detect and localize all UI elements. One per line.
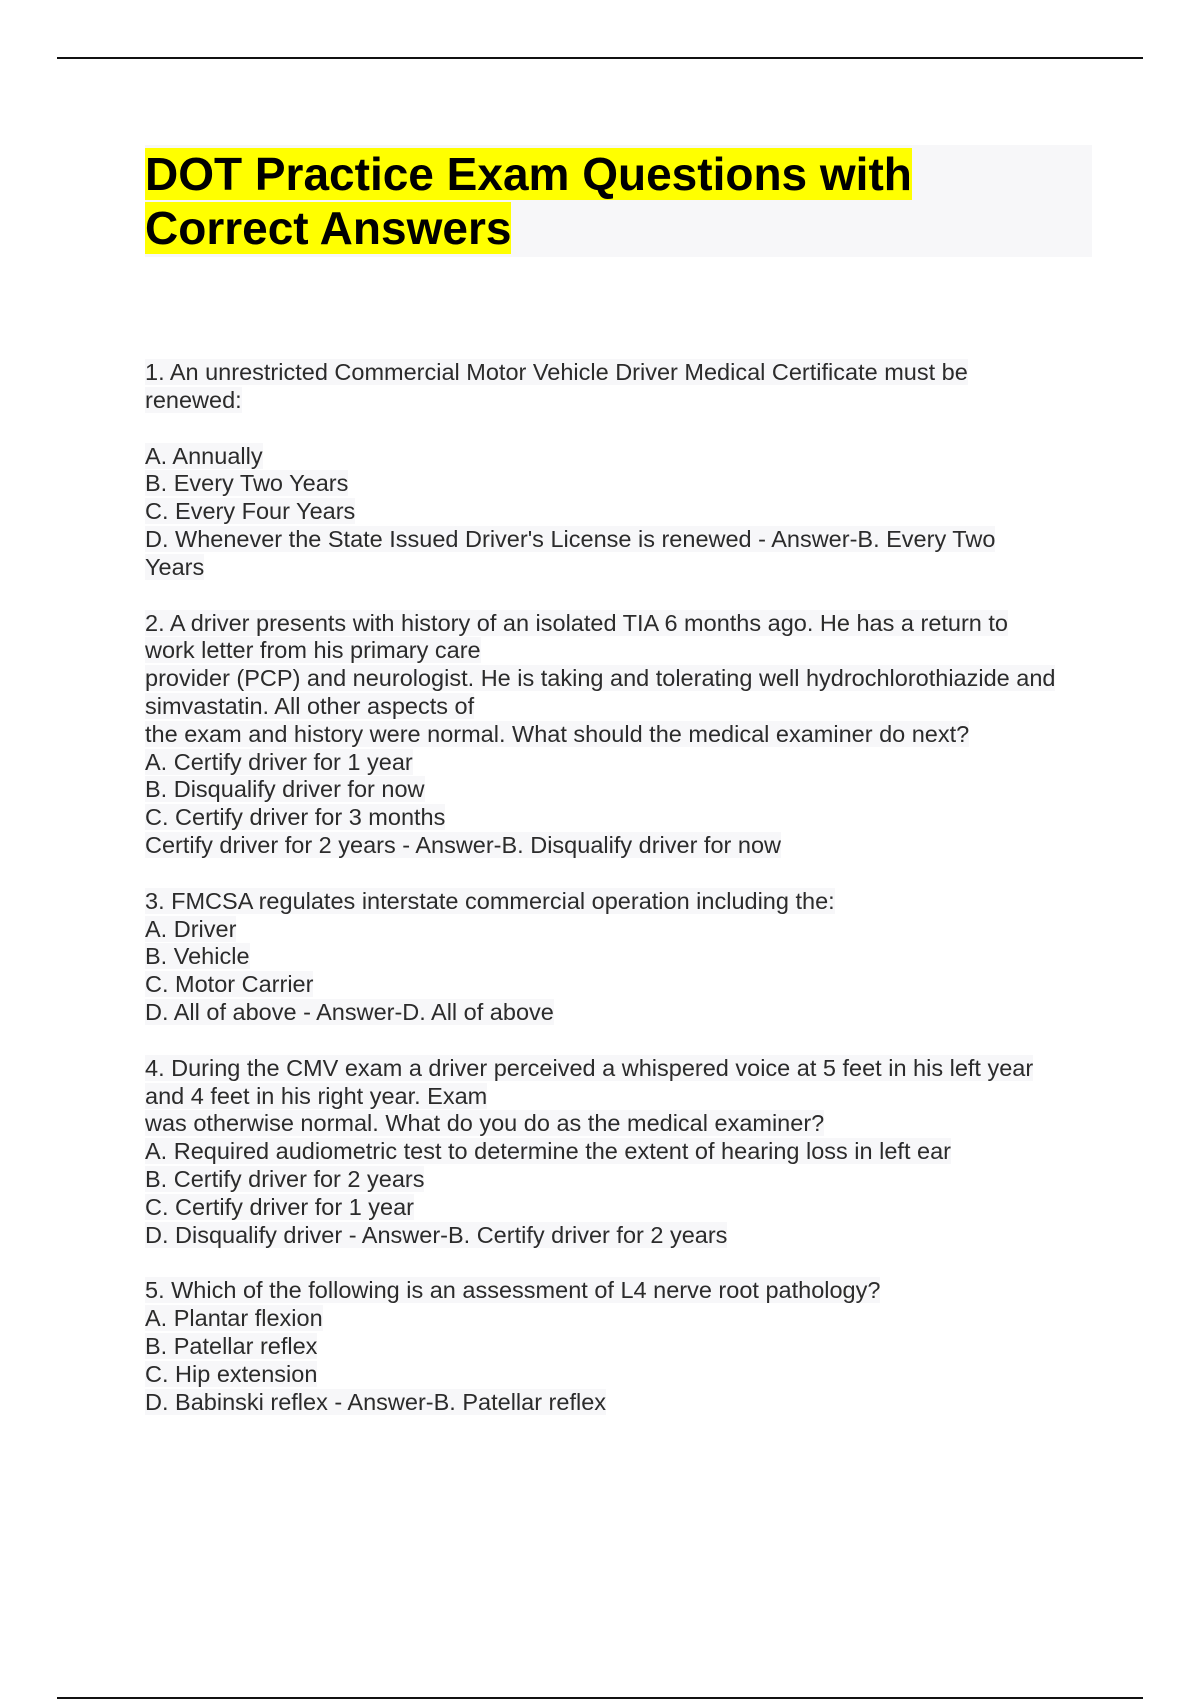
answer-option: C. Motor Carrier xyxy=(145,971,314,998)
answer-option: C. Hip extension xyxy=(145,1360,318,1387)
question-text-line: simvastatin. All other aspects of xyxy=(145,692,475,719)
title-line-2: Correct Answers xyxy=(145,202,512,254)
answer-option: A. Required audiometric test to determine the extent of hearing loss in left ear xyxy=(145,1138,951,1165)
question-text-line: 5. Which of the following is an assessment of L4 nerve root pathology? xyxy=(145,1277,881,1304)
question-3 xyxy=(145,888,1095,1027)
answer-option: C. Certify driver for 1 year xyxy=(145,1193,415,1220)
question-1 xyxy=(145,359,1095,582)
answer-option: B. Vehicle xyxy=(145,943,250,970)
question-2 xyxy=(145,610,1095,860)
answer-option: Years xyxy=(145,553,205,580)
question-text-line: 2. A driver presents with history of an isolated TIA 6 months ago. He has a return to xyxy=(145,609,1009,636)
question-text-line: 4. During the CMV exam a driver perceived a whispered voice at 5 feet in his left year xyxy=(145,1054,1034,1081)
answer-option: A. Plantar flexion xyxy=(145,1305,323,1332)
answer-option: D. Whenever the State Issued Driver's License is renewed - Answer-B. Every Two xyxy=(145,525,996,552)
question-text-line: renewed: xyxy=(145,386,242,413)
answer-option: D. All of above - Answer-D. All of above xyxy=(145,998,554,1025)
answer-option: B. Every Two Years xyxy=(145,470,349,497)
answer-option: Certify driver for 2 years - Answer-B. Disqualify driver for now xyxy=(145,831,781,858)
spacer xyxy=(145,415,1095,443)
question-list xyxy=(145,359,1095,1444)
question-text-line: provider (PCP) and neurologist. He is taking and tolerating well hydrochlorothiazide and xyxy=(145,665,1056,692)
question-text-line: work letter from his primary care xyxy=(145,637,481,664)
document-title xyxy=(145,147,912,255)
answer-option: A. Certify driver for 1 year xyxy=(145,748,413,775)
answer-option: A. Annually xyxy=(145,442,263,469)
answer-option: B. Patellar reflex xyxy=(145,1332,318,1359)
answer-option: B. Certify driver for 2 years xyxy=(145,1165,425,1192)
bottom-rule xyxy=(57,1697,1143,1699)
question-text-line: 3. FMCSA regulates interstate commercial operation including the: xyxy=(145,887,835,914)
answer-option: C. Every Four Years xyxy=(145,498,356,525)
title-line-1: DOT Practice Exam Questions with xyxy=(145,148,912,200)
answer-option: C. Certify driver for 3 months xyxy=(145,804,446,831)
question-text-line: was otherwise normal. What do you do as the medical examiner? xyxy=(145,1110,825,1137)
question-text-line: 1. An unrestricted Commercial Motor Vehicle Driver Medical Certificate must be xyxy=(145,359,968,385)
answer-option: A. Driver xyxy=(145,915,237,942)
top-rule xyxy=(57,57,1143,59)
question-5 xyxy=(145,1277,1095,1416)
answer-option: D. Babinski reflex - Answer-B. Patellar reflex xyxy=(145,1388,607,1415)
question-text-line: and 4 feet in his right year. Exam xyxy=(145,1082,488,1109)
question-text-line: the exam and history were normal. What should the medical examiner do next? xyxy=(145,720,970,747)
answer-option: D. Disqualify driver - Answer-B. Certify driver for 2 years xyxy=(145,1221,728,1248)
question-4 xyxy=(145,1055,1095,1250)
answer-option: B. Disqualify driver for now xyxy=(145,776,425,803)
